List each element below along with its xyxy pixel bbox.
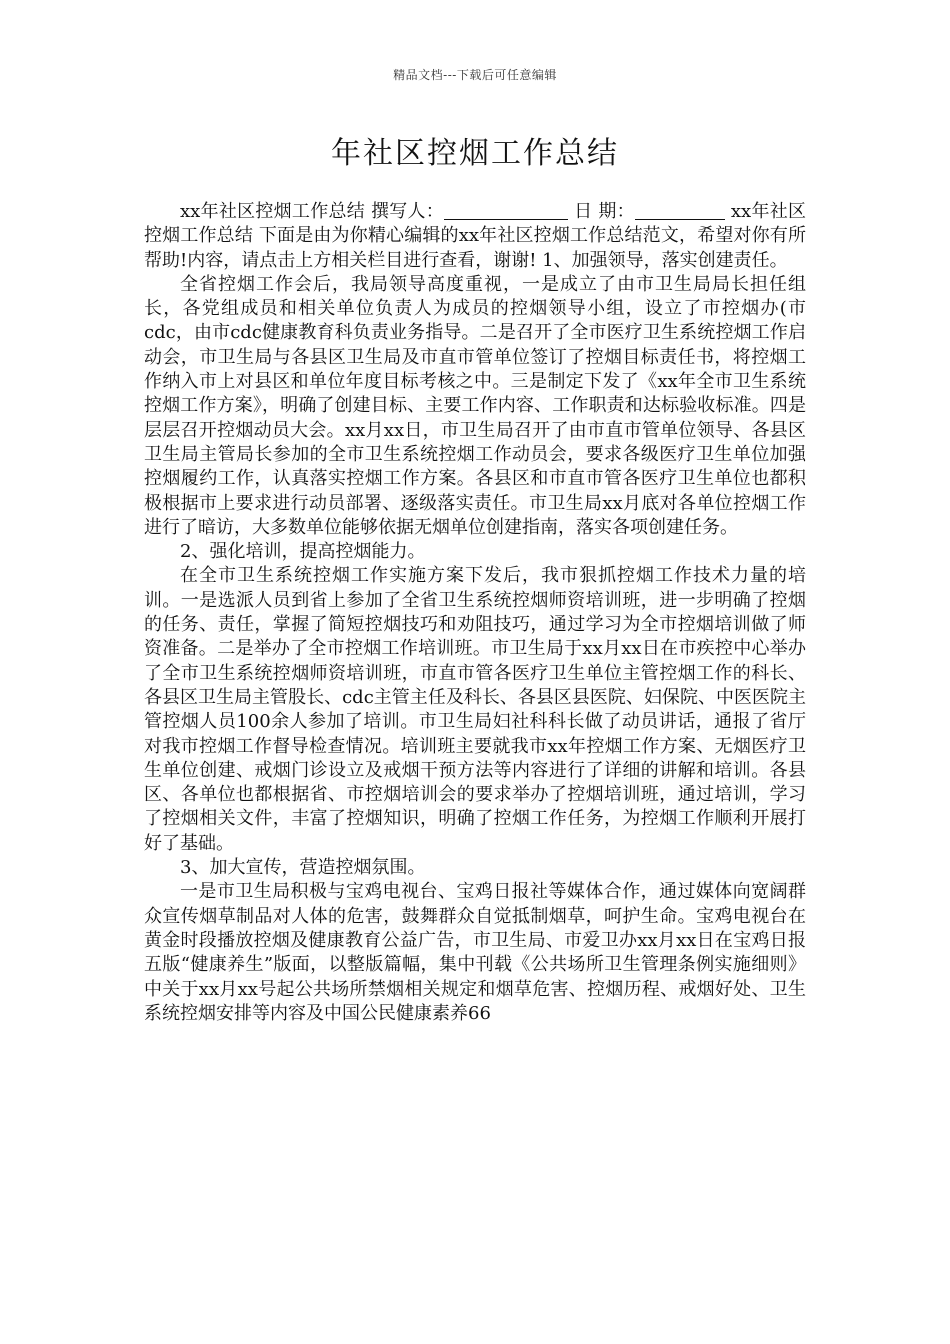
document-title: 年社区控烟工作总结 (331, 136, 619, 171)
header-note: 精品文档---下载后可任意编辑 (393, 68, 557, 82)
intro-text-1: xx年社区控烟工作总结 撰写人： (180, 201, 445, 222)
section-heading: 2、强化培训，提高控烟能力。 (180, 541, 426, 563)
date-blank (635, 201, 725, 220)
intro-text-2: 日 期： (568, 201, 635, 222)
intro-text-3: xx年社区控烟工作总结 下面是由为你精心编辑的xx年社区控烟工作总结范文，希望对你有所帮助!内容，请点击上方相关栏目进行查看，谢谢! 1、加强领导，落实创建责任。 (144, 201, 806, 271)
body-paragraph: 全省控烟工作会后，我局领导高度重视，一是成立了由市卫生局局长担任组长，各党组成员和相关单位负责人为成员的控烟领导小组，设立了市控烟办(市cdc，由市cdc健康教育科负责业务指导。二是召开了全市医疗卫生系统控烟工作启动会，市卫生局与各县区卫生局及市直市管单位签订了控烟目标责任书，将控烟工作纳入市上对县区和单位年度目标考核之中。三是制定下发了《xx年全市卫生系统控烟工作方案》，明确了创建目标、主要工作内容、工作职责和达标验收标准。四是层层召开控烟动员大会。xx月xx日，市卫生局召开了由市直市管单位领导、各县区卫生局主管局长参加的全市卫生系统控烟工作动员会，要求各级医疗卫生单位加强控烟履约工作，认真落实控烟工作方案。各县区和市直市管各医疗卫生单位也都积极根据市上要求进行动员部署、逐级落实责任。市卫生局xx月底对各单位控烟工作进行了暗访，大多数单位能够依据无烟单位创建指南，落实各项创建任务。 (144, 273, 806, 538)
author-blank (444, 201, 568, 220)
intro-paragraph (144, 200, 806, 273)
body-paragraph: 在全市卫生系统控烟工作实施方案下发后，我市狠抓控烟工作技术力量的培训。一是选派人员到省上参加了全省卫生系统控烟师资培训班，进一步明确了控烟的任务、责任，掌握了简短控烟技巧和劝阻技巧，通过学习为全市控烟培训做了师资准备。二是举办了全市控烟工作培训班。市卫生局于xx月xx日在市疾控中心举办了全市卫生系统控烟师资培训班，市直市管各医疗卫生单位主管控烟工作的科长、各县区卫生局主管股长、cdc主管主任及科长、各县区县医院、妇保院、中医医院主管控烟人员100余人参加了培训。市卫生局妇社科科长做了动员讲话，通报了省厅对我市控烟工作督导检查情况。培训班主要就我市xx年控烟工作方案、无烟医疗卫生单位创建、戒烟门诊设立及戒烟干预方法等内容进行了详细的讲解和培训。各县区、各单位也都根据省、市控烟培训会的要求举办了控烟培训班，通过培训，学习了控烟相关文件，丰富了控烟知识，明确了控烟工作任务，为控烟工作顺利开展打好了基础。 (144, 565, 806, 854)
section-heading: 3、加大宣传，营造控烟氛围。 (180, 857, 426, 879)
body-paragraph: 一是市卫生局积极与宝鸡电视台、宝鸡日报社等媒体合作，通过媒体向宽阔群众宣传烟草制品对人体的危害，鼓舞群众自觉抵制烟草，呵护生命。宝鸡电视台在黄金时段播放控烟及健康教育公益广告，市卫生局、市爱卫办xx月xx日在宝鸡日报五版“健康养生”版面，以整版篇幅，集中刊载《公共场所卫生管理条例实施细则》中关于xx月xx号起公共场所禁烟相关规定和烟草危害、控烟历程、戒烟好处、卫生系统控烟安排等内容及中国公民健康素养66 (144, 881, 806, 1024)
document-body (144, 200, 806, 1026)
